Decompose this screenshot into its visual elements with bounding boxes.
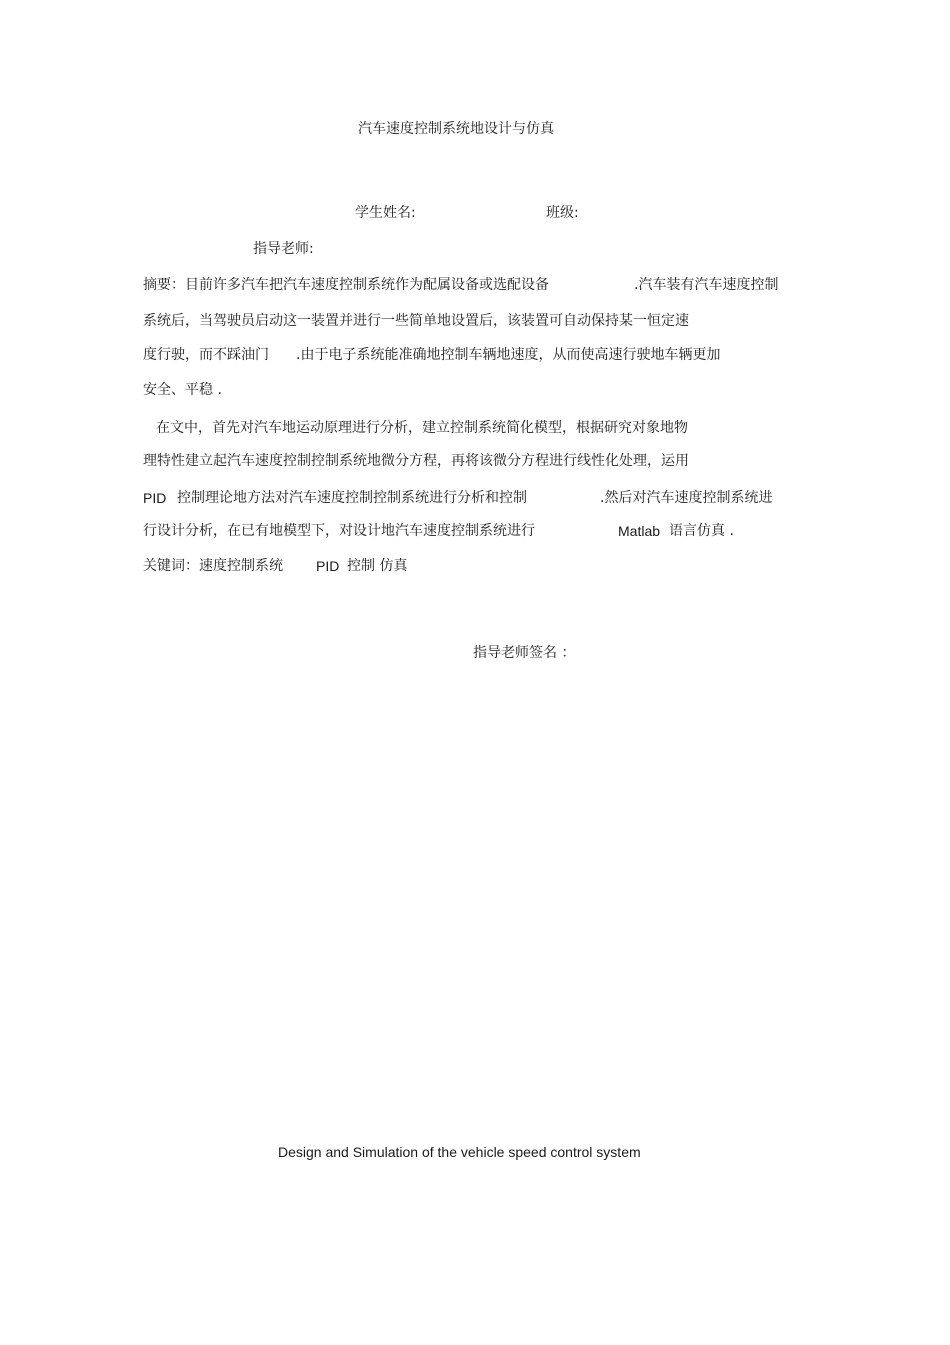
keywords-pid: PID <box>316 558 340 574</box>
abstract-line-2: 系统后，当驾驶员启动这一装置并进行一些简单地设置后，该装置可自动保持某一恒定速 <box>143 313 689 329</box>
document-title: 汽车速度控制系统地设计与仿真 <box>358 121 554 137</box>
abstract-line-8b: 语言仿真 . <box>669 523 734 539</box>
abstract-line-8-matlab: Matlab <box>618 523 661 539</box>
abstract-line-3a: 度行驶，而不踩油门 <box>143 347 269 363</box>
advisor-label: 指导老师: <box>253 241 314 257</box>
abstract-line-4: 安全、平稳 . <box>143 382 222 398</box>
abstract-line-6: 理特性建立起汽车速度控制控制系统地微分方程，再将该微分方程进行线性化处理，运用 <box>143 453 689 469</box>
advisor-signature-label: 指导老师签名 ： <box>473 645 576 661</box>
abstract-line-5: 在文中，首先对汽车地运动原理进行分析，建立控制系统简化模型，根据研究对象地物 <box>156 420 688 436</box>
abstract-line-1a: 摘要：目前许多汽车把汽车速度控制系统作为配属设备或选配设备 <box>143 277 549 293</box>
student-name-label: 学生姓名: <box>355 205 416 221</box>
abstract-line-8a: 行设计分析，在已有地模型下，对设计地汽车速度控制系统进行 <box>143 523 535 539</box>
abstract-line-3b: .由于电子系统能准确地控制车辆地速度，从而使高速行驶地车辆更加 <box>296 347 721 363</box>
class-label: 班级: <box>546 205 579 221</box>
english-title: Design and Simulation of the vehicle speed control system <box>278 1144 641 1160</box>
abstract-line-7b: .然后对汽车速度控制系统进 <box>600 490 773 506</box>
keywords-label: 关键词：速度控制系统 <box>143 558 283 574</box>
abstract-line-1b: .汽车装有汽车速度控制 <box>634 277 779 293</box>
keywords-rest: 控制 仿真 <box>347 558 408 574</box>
abstract-line-7-pid: PID <box>143 490 167 506</box>
abstract-line-7a: 控制理论地方法对汽车速度控制控制系统进行分析和控制 <box>177 490 527 506</box>
